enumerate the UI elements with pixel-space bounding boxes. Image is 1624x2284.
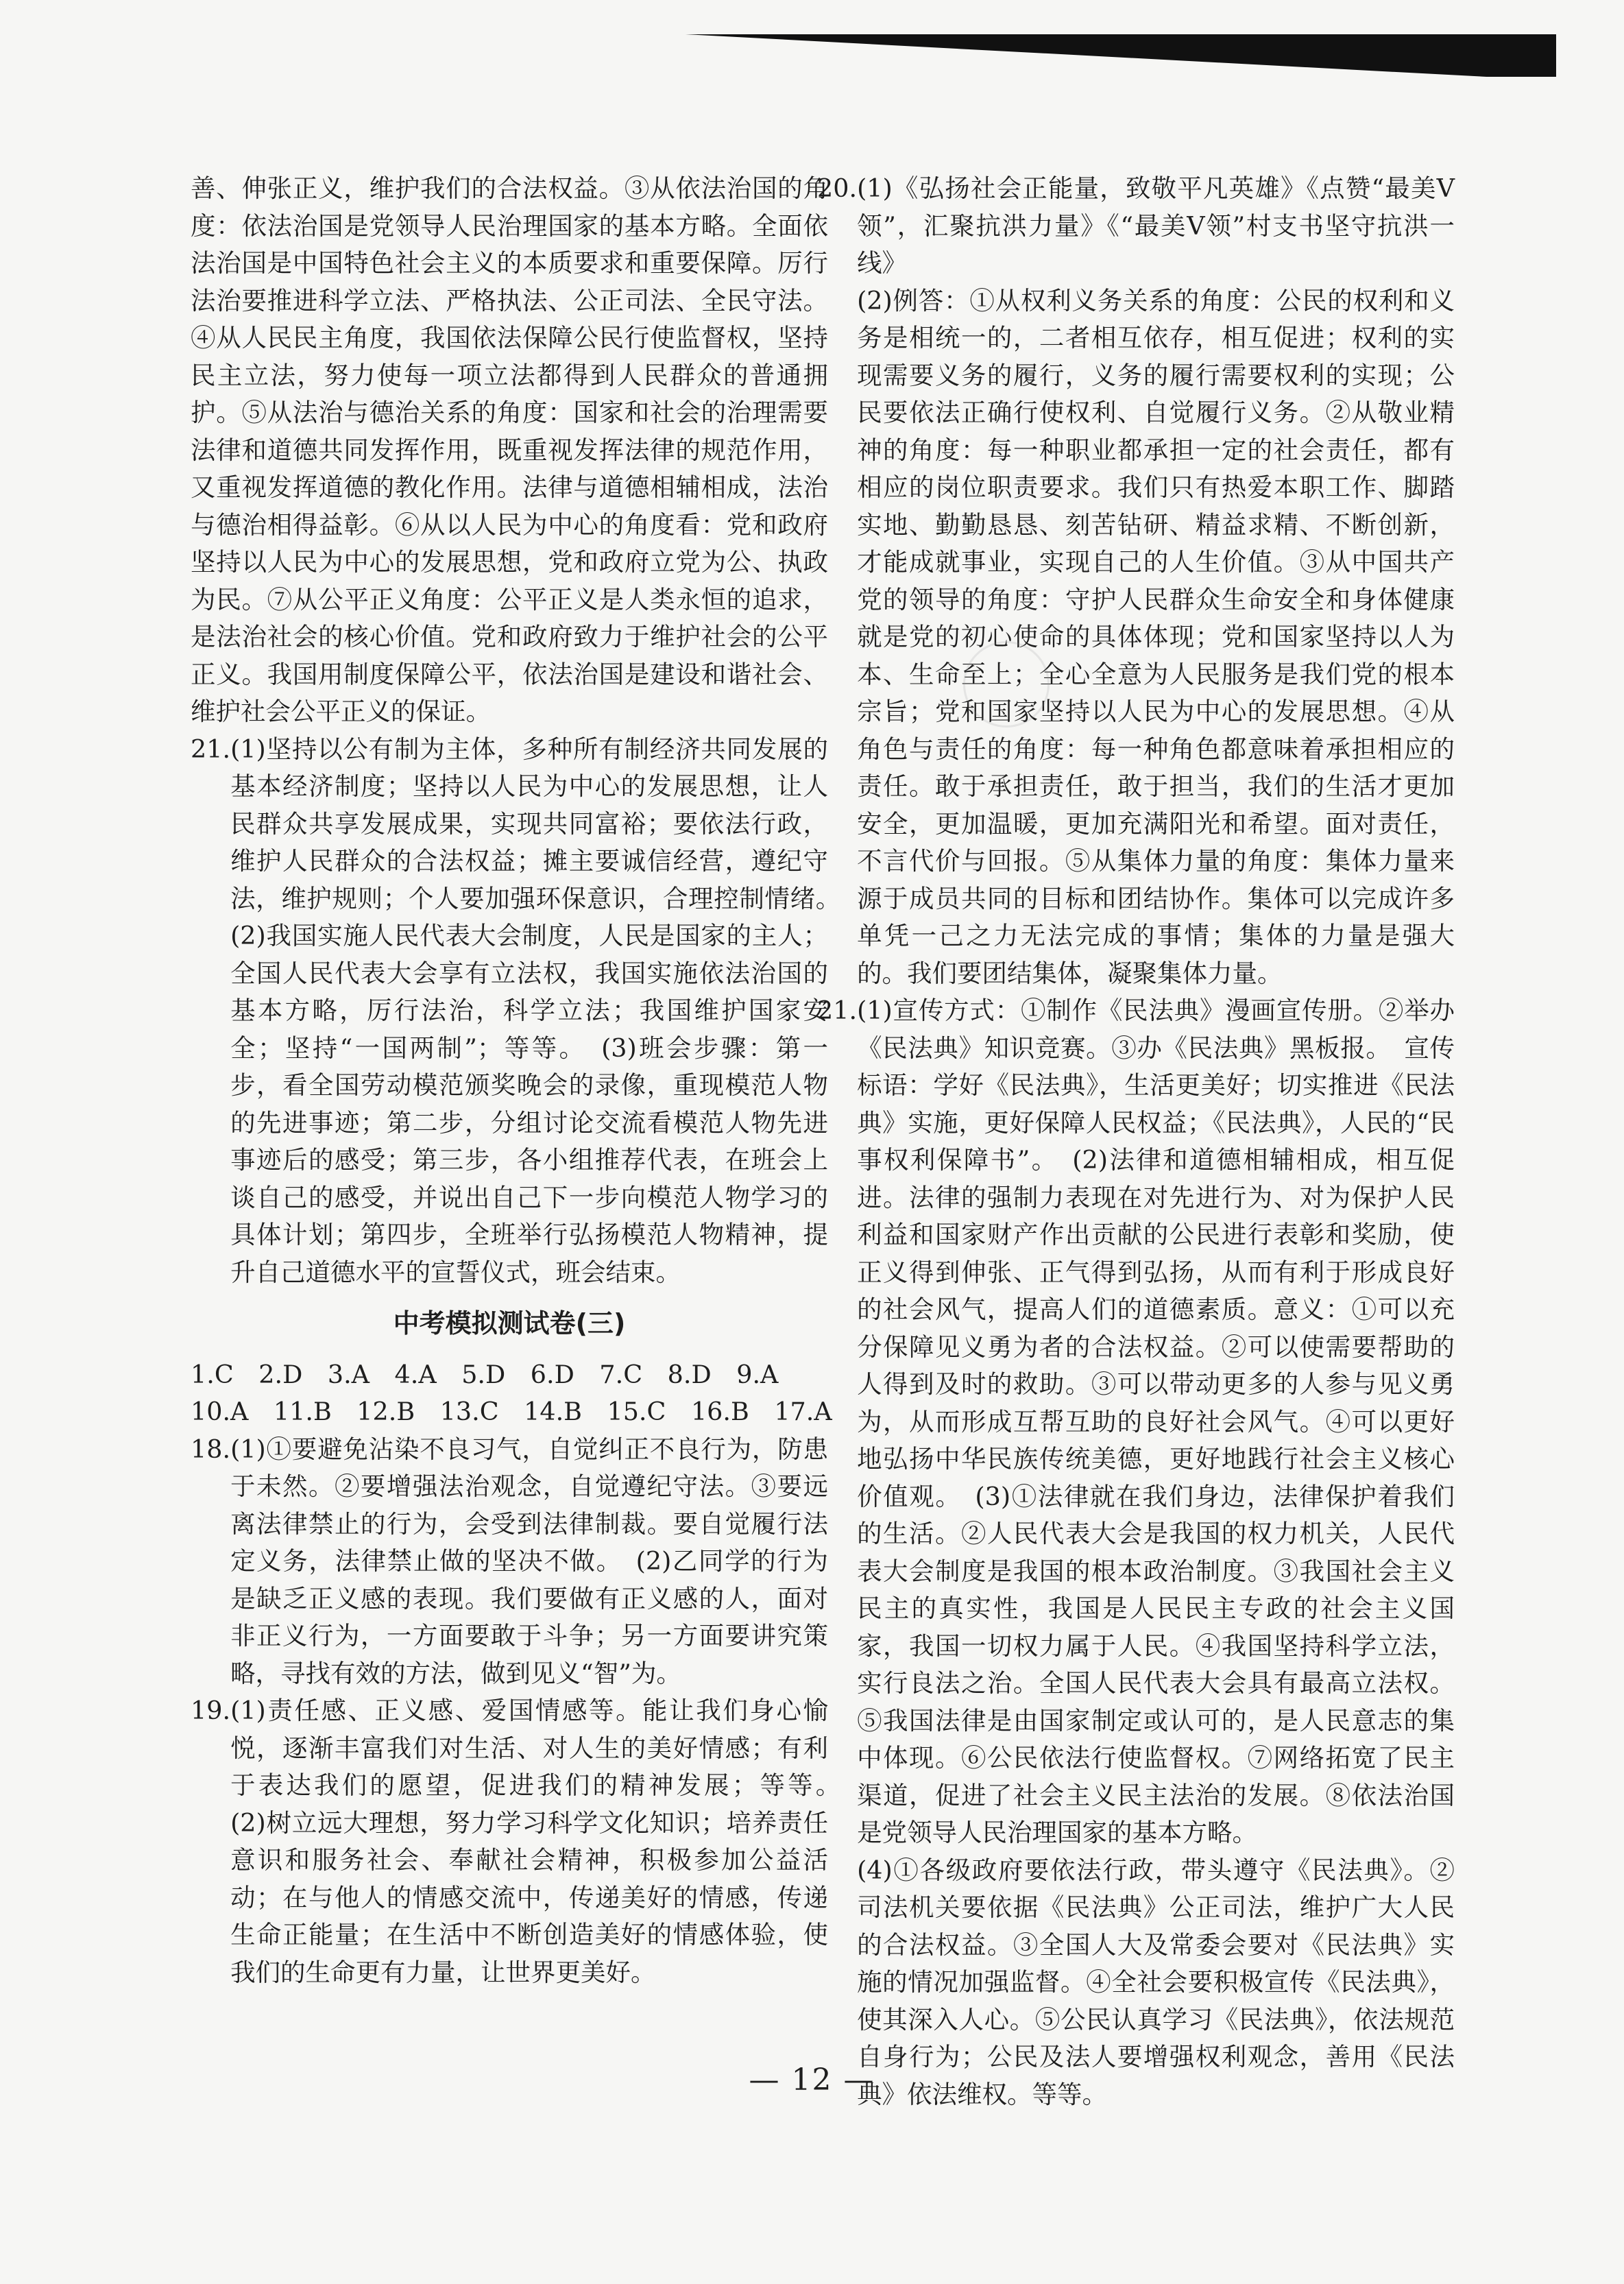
- question-answer: (1)①要避免沾染不良习气，自觉纠正不良行为，防患于未然。②要增强法治观念，自觉遵纪守法。③要远离法律禁止的行为，会受到法律制裁。要自觉履行法定义务，法律禁止做的坚决不做。 (2)乙同学的行为是缺乏正义感的表现。我们要做有正义感的人，面对非正义行为，一方面要敢于斗争；另一方面要讲究策略，寻找有效的方法，做到见义“智”为。: [230, 1434, 828, 1688]
- answer-part-1: (1)《弘扬社会正能量，致敬平凡英雄》《点赞“最美V领”，汇聚抗洪力量》《“最美V领”村支书坚守抗洪一线》: [857, 173, 1455, 278]
- question-19: [191, 1692, 853, 1991]
- question-21: [191, 731, 853, 1292]
- question-number: 21.: [817, 996, 858, 1025]
- answer-part-2: (2)例答：①从权利义务关系的角度：公民的权利和义务是相统一的，二者相互依存，相互促进；权利的实现需要义务的履行，义务的履行需要权利的实现；公民要依法正确行使权利、自觉履行义务。②从敬业精神的角度：每一种职业都承担一定的社会责任，都有相应的岗位职责要求。我们只有热爱本职工作、脚踏实地、勤勤恳恳、刻苦钻研、精益求精、不断创新，才能成就事业，实现自己的人生价值。③从中国共产党的领导的角度：守护人民群众生命安全和身体健康就是党的初心使命的具体体现；党和国家坚持以人为本、生命至上；全心全意为人民服务是我们党的根本宗旨；党和国家坚持以人民为中心的发展思想。④从角色与责任的角度：每一种角色都意味着承担相应的责任。敢于承担责任，敢于担当，我们的生活才更加安全，更加温暖，更加充满阳光和希望。面对责任，不言代价与回报。⑤从集体力量的角度：集体力量来源于成员共同的目标和团结协作。集体可以完成许多单凭一己之力无法完成的事情；集体的力量是强大的。我们要团结集体，凝聚集体力量。: [857, 285, 1455, 988]
- question-20: [817, 170, 1455, 992]
- question-number: 20.: [817, 173, 858, 203]
- question-answer: [857, 170, 1455, 992]
- choice-answers-line-1: 1.C 2.D 3.A 4.A 5.D 6.D 7.C 8.D 9.A: [191, 1359, 779, 1389]
- question-answer: (1)坚持以公有制为主体，多种所有制经济共同发展的基本经济制度；坚持以人民为中心的发展思想，让人民群众共享发展成果，实现共同富裕；要依法行政，维护人民群众的合法权益；摊主要诚信经营，遵纪守法，维护规则；个人要加强环保意识，合理控制情绪。 (2)我国实施人民代表大会制度，人民是国家的主人；全国人民代表大会享有立法权，我国实施依法治国的基本方略，厉行法治，科学立法；我国维护国家安全；坚持“一国两制”；等等。 (3)班会步骤：第一步，看全国劳动模范颁奖晚会的录像，重现模范人物的先进事迹；第二步，分组讨论交流看模范人物先进事迹后的感受；第三步，各小组推荐代表，在班会上谈自己的感受，并说出自己下一步向模范人物学习的具体计划；第四步，全班举行弘扬模范人物精神，提升自己道德水平的宣誓仪式，班会结束。: [230, 734, 853, 1287]
- choice-answers-line-2: 10.A 11.B 12.B 13.C 14.B 15.C 16.B 17.A: [191, 1397, 832, 1426]
- answer-parts-1-3: (1)宣传方式：①制作《民法典》漫画宣传册。②举办《民法典》知识竞赛。③办《民法典》黑板报。 宣传标语：学好《民法典》，生活更美好；切实推进《民法典》实施，更好保障人民权益；《民法典》，人民的“民事权利保障书”。 (2)法律和道德相辅相成，相互促进。法律的强制力表现在对先进行为、对为保护人民利益和国家财产作出贡献的公民进行表彰和奖励，使正义得到伸张、正气得到弘扬，从而有利于形成良好的社会风气，提高人们的道德素质。意义：①可以充分保障见义勇为者的合法权益。②可以使需要帮助的人得到及时的救助。③可以带动更多的人参与见义勇为，从而形成互帮互助的良好社会风气。④可以更好地弘扬中华民族传统美德，更好地践行社会主义核心价值观。 (3)①法律就在我们身边，法律保护着我们的生活。②人民代表大会是我国的权力机关，人民代表大会制度是我国的根本政治制度。③我国社会主义民主的真实性，我国是人民民主专政的社会主义国家，我国一切权力属于人民。④我国坚持科学立法，实行良法之治。全国人民代表大会具有最高立法权。⑤我国法律是由国家制定或认可的，是人民意志的集中体现。⑥公民依法行使监督权。⑦网络拓宽了民主渠道，促进了社会主义民主法治的发展。⑧依法治国是党领导人民治理国家的基本方略。: [857, 996, 1455, 1847]
- section-title: 中考模拟测试卷(三): [393, 1308, 626, 1338]
- right-column: [817, 170, 1455, 2113]
- question-number: 19.: [191, 1696, 231, 1725]
- question-number: 18.: [191, 1434, 231, 1464]
- header-bar: [686, 34, 1556, 77]
- question-18: [191, 1431, 828, 1693]
- watermark-stamp: [963, 641, 1050, 728]
- q20-continuation: 善、伸张正义，维护我们的合法权益。③从依法治国的角度：依法治国是党领导人民治理国家的基本方略。全面依法治国是中国特色社会主义的本质要求和重要保障。厉行法治要推进科学立法、严格执法、公正司法、全民守法。④从人民民主角度，我国依法保障公民行使监督权，坚持民主立法，努力使每一项立法都得到人民群众的普通拥护。⑤从法治与德治关系的角度：国家和社会的治理需要法律和道德共同发挥作用，既重视发挥法律的规范作用，又重视发挥道德的教化作用。法律与道德相辅相成，法治与德治相得益彰。⑥从以人民为中心的角度看：党和政府坚持以人民为中心的发展思想，党和政府立党为公、执政为民。⑦从公平正义角度：公平正义是人类永恒的追求，是法治社会的核心价值。党和政府致力于维护社会的公平正义。我国用制度保障公平，依法治国是建设和谐社会、维护社会公平正义的保证。: [191, 173, 828, 726]
- question-answer: [857, 992, 1455, 2113]
- question-21-right: [817, 992, 1455, 2113]
- question-answer: (1)责任感、正义感、爱国情感等。能让我们身心愉悦，逐渐丰富我们对生活、对人生的美好情感；有利于表达我们的愿望，促进我们的精神发展；等等。 (2)树立远大理想，努力学习科学文化知识；培养责任意识和服务社会、奉献社会精神，积极参加公益活动；在与他人的情感交流中，传递美好的情感，传递生命正能量；在生活中不断创造美好的情感体验，使我们的生命更有力量，让世界更美好。: [230, 1696, 853, 1987]
- page-number: — 12 —: [749, 2063, 875, 2097]
- question-number: 21.: [191, 734, 231, 764]
- answer-part-4: (4)①各级政府要依法行政，带头遵守《民法典》。②司法机关要依据《民法典》公正司法，维护广大人民的合法权益。③全国人大及常委会要对《民法典》实施的情况加强监督。④全社会要积极宣传《民法典》，使其深入人心。⑤公民认真学习《民法典》，依法规范自身行为；公民及法人要增强权利观念，善用《民法典》依法维权。等等。: [857, 1855, 1455, 2109]
